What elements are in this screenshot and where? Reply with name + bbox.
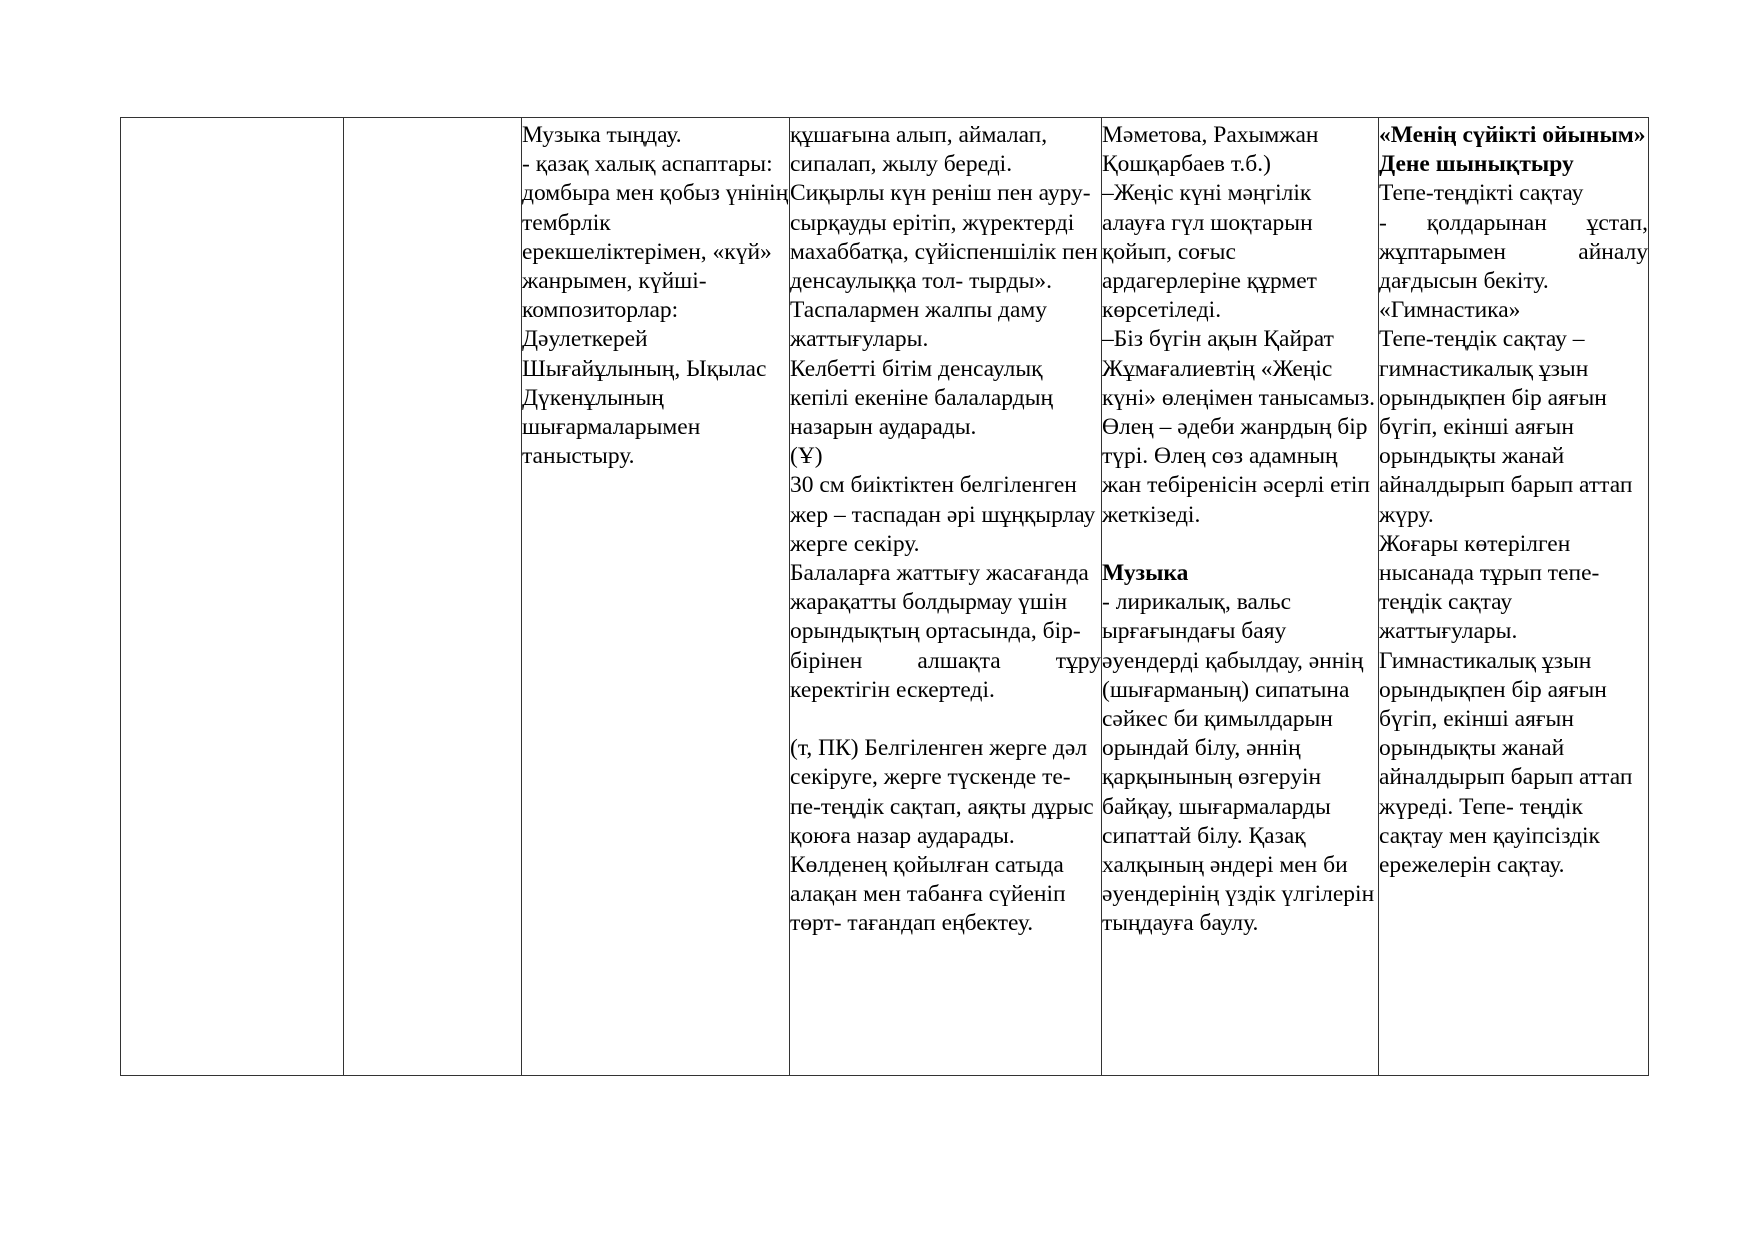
gymnastics-text: «Гимнастика» Тепе-теңдік сақтау – гимнастикалық ұзын орындықпен бір аяғын бүгіп, екінші аяғын орындықты жанай айналдырып барып аттап жүру. Жоғары көтерілген нысанада тұрып тепе- теңдік сақтау жаттығулары. Гимнастикалық ұзын орындықпен бір аяғын бүгіп, екінші аяғын орындықты жанай айналдырып барып аттап жүреді. Тепе- теңдік сақтау мен қауіпсіздік ережелерін сақтау. — [1379, 297, 1633, 879]
balance-justified: - қолдарынан ұстап, жұптарымен айналу — [1379, 209, 1648, 265]
music-listening-cell — [522, 118, 790, 1076]
lesson-plan-table — [120, 117, 1649, 1076]
activity-paragraph-2: (т, ПК) Белгіленген жерге дәл секіруге, жерге түскенде те- пе-теңдік сақтап, аяқты дұрыс қоюға назар аударады. Көлденең қойылған сатыда алақан мен табанға сүйеніп төрт- тағандап еңбектеу. — [790, 735, 1094, 937]
activity-paragraph-1-end: керектігін ескертеді. — [790, 676, 995, 703]
victory-day-text: Мәметова, Рахымжан Қошқарбаев т.б.) –Жеңіс күні мәңгілік алауға гүл шоқтарын қойып, соғыс ардагерлеріне құрмет көрсетіледі. –Біз бүгін ақын Қайрат Жұмағалиевтің «Жеңіс күні» өлеңімен танысамыз. Өлең – әдеби жанрдың бір түрі. Өлең сөз адамның жан тебіренісін әсерлі етіп жеткізеді. — [1102, 122, 1375, 528]
favorite-game-cell — [1379, 118, 1649, 1076]
activity-justified-line: бірінен алшақта тұру — [790, 647, 1101, 674]
game-title: «Менің сүйікті ойыным» — [1379, 122, 1646, 148]
balance-line: Тепе-теңдікті сақтау — [1379, 180, 1584, 207]
physical-activity-cell — [790, 118, 1102, 1076]
music-heading: Музыка — [1102, 560, 1189, 587]
table-row — [121, 118, 1649, 1076]
empty-cell-1 — [121, 118, 344, 1076]
pe-subtitle: Дене шынықтыру — [1379, 151, 1574, 178]
activity-paragraph-1: құшағына алып, аймалап, сипалап, жылу береді. Сиқырлы күн реніш пен ауру-сырқауды ерітіп, жүректерді махаббатқа, сүйіспеншілік пен денсаулыққа тол- тырды». Таспалармен жалпы даму жаттығулары. Келбетті бітім денсаулық кепілі екеніне балалардың назарын аударады. (Ұ) 30 см биіктіктен белгіленген жер – таспадан әрі шұңқырлау жерге секіру. Балаларға жаттығу жасағанда жарақатты болдырмау үшін орындықтың ортасында, бір- — [790, 122, 1098, 645]
music-listening-text: Музыка тыңдау. - қазақ халық аспаптары: домбыра мен қобыз үнінің тембрлік ерекшеліктерімен, «күй» жанрымен, күйші-композиторлар: Дәулеткерей Шығайұлының, Ықылас Дүкенұлының шығармаларымен таныстыру. — [522, 122, 789, 470]
paragraph-gap — [790, 705, 1101, 734]
empty-cell-2 — [344, 118, 522, 1076]
skill-line: дағдысын бекіту. — [1379, 268, 1549, 295]
music-text: - лирикалық, вальс ырғағындағы баяу әуендерді қабылдау, әннің (шығарманың) сипатына сәйкес би қимылдарын орындай білу, әннің қарқынының өзгеруін байқау, шығармаларды сипаттай білу. Қазақ халқының әндері мен би әуендерінің үздік үлгілерін тыңдауға баулу. — [1102, 589, 1375, 937]
victory-day-cell — [1102, 118, 1379, 1076]
paragraph-gap — [1102, 530, 1378, 559]
